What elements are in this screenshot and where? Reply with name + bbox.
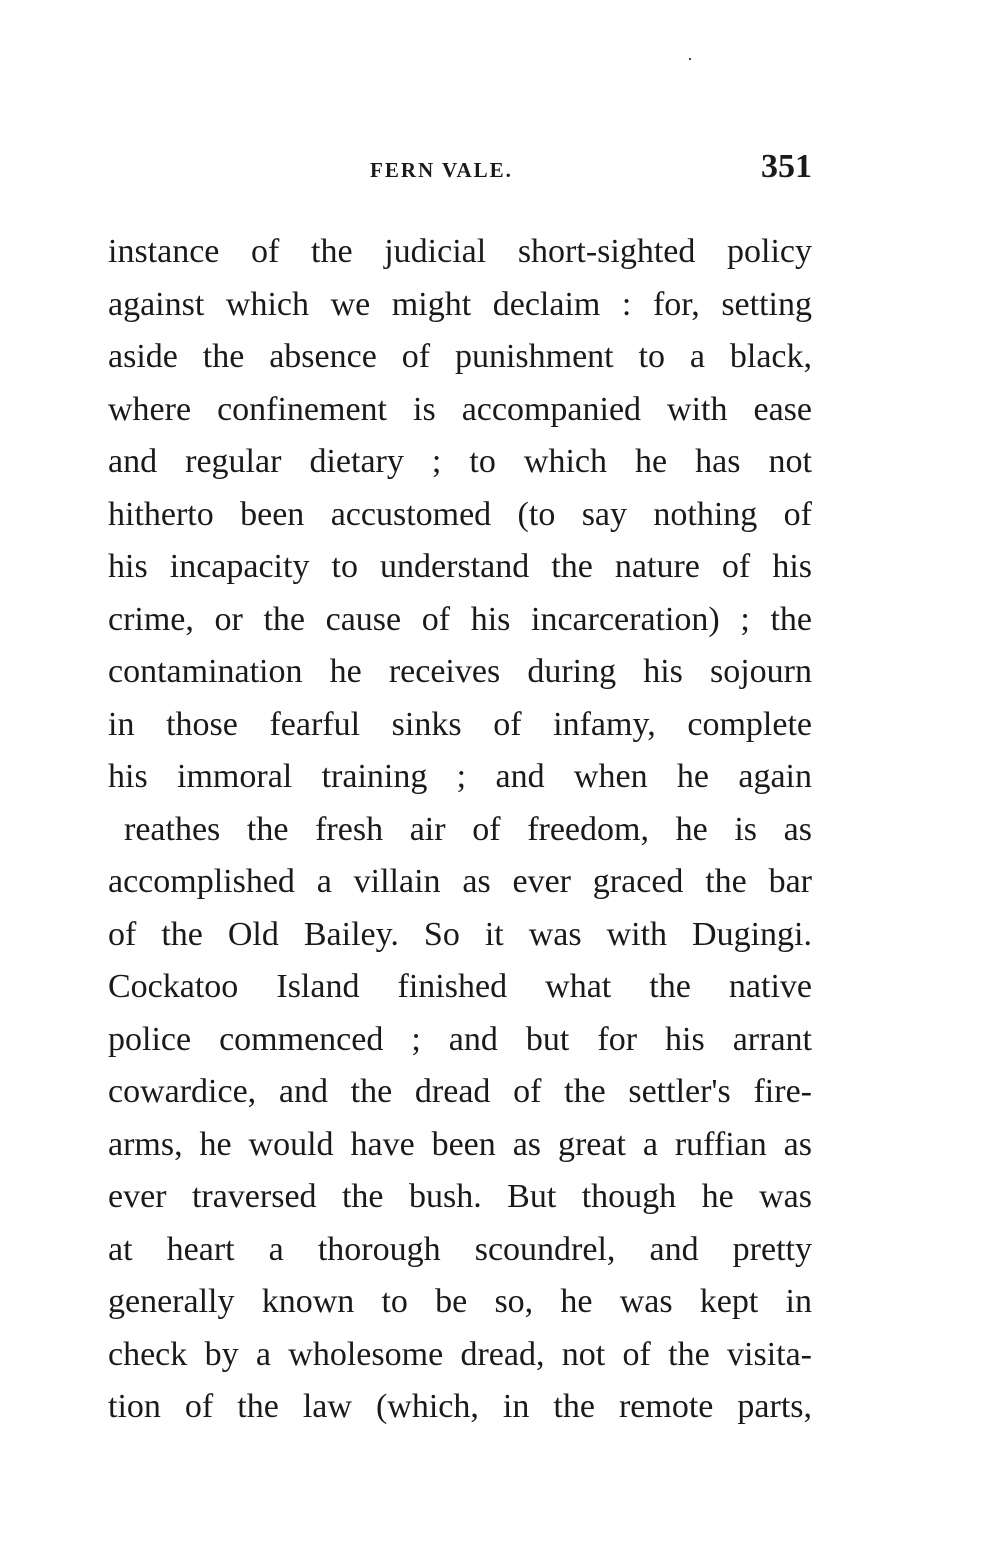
text-line: aside the absence of punishment to a black,: [108, 338, 812, 375]
text-line: his immoral training ; and when he again: [108, 758, 812, 795]
text-line: contamination he receives during his sojourn: [108, 653, 812, 690]
page-number: 351: [761, 148, 812, 185]
body-text: [108, 226, 812, 1434]
text-line: police commenced ; and but for his arrant: [108, 1020, 812, 1058]
text-line: reathes the fresh air of freedom, he is as: [124, 810, 812, 848]
text-line: accomplished a villain as ever graced the bar: [108, 863, 812, 900]
text-line: cowardice, and the dread of the settler's fire-: [108, 1073, 812, 1110]
running-header: [108, 148, 812, 188]
text-line: tion of the law (which, in the remote parts,: [108, 1388, 812, 1425]
text-line: check by a wholesome dread, not of the visita-: [108, 1335, 812, 1373]
text-line: generally known to be so, he was kept in: [108, 1283, 812, 1320]
text-line: hitherto been accustomed (to say nothing of: [108, 495, 812, 533]
text-line: crime, or the cause of his incarceration) ; the: [108, 600, 812, 638]
text-line: against which we might declaim : for, setting: [108, 285, 812, 323]
text-line: at heart a thorough scoundrel, and pretty: [108, 1230, 812, 1268]
text-line: ever traversed the bush. But though he was: [108, 1178, 812, 1215]
text-line: and regular dietary ; to which he has not: [108, 443, 812, 480]
running-title: FERN VALE.: [370, 158, 513, 182]
text-line: instance of the judicial short-sighted policy: [108, 233, 812, 270]
text-line: where confinement is accompanied with ease: [108, 390, 812, 428]
text-line: Cockatoo Island finished what the native: [108, 968, 812, 1005]
text-line: arms, he would have been as great a ruffian as: [108, 1125, 812, 1163]
text-line: his incapacity to understand the nature of his: [108, 548, 812, 585]
print-speck: [689, 58, 691, 60]
text-line: of the Old Bailey. So it was with Dugingi.: [108, 915, 812, 953]
text-line: in those fearful sinks of infamy, complete: [108, 705, 812, 743]
